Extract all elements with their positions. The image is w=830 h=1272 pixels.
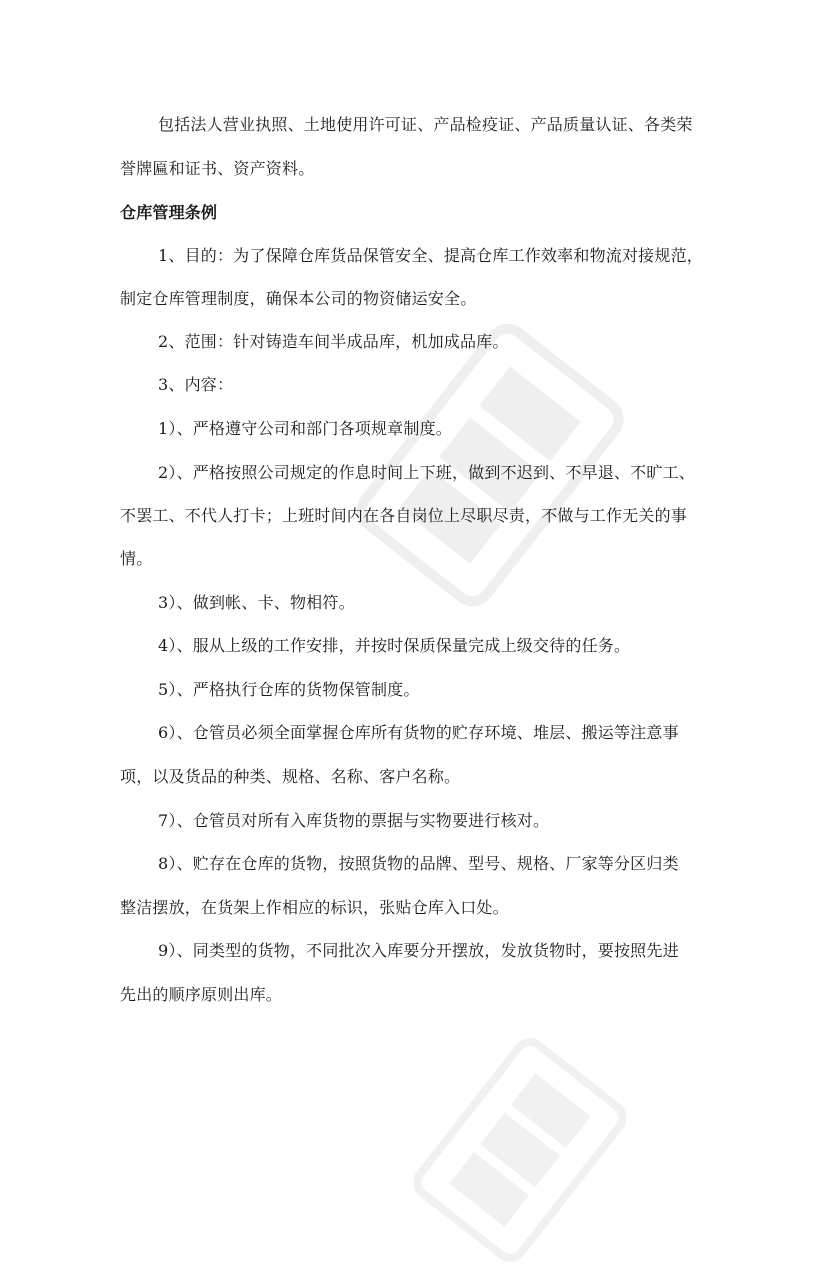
intro-line-2: 誉牌匾和证书、资产资料。 [120, 159, 315, 178]
item-2-line-2: 不罢工、不代人打卡；上班时间内在各自岗位上尽职尽责，不做与工作无关的事 [120, 506, 688, 525]
item-8-line-2: 整洁摆放，在货架上作相应的标识，张贴仓库入口处。 [120, 898, 509, 917]
item-6-line-2: 项，以及货品的种类、规格、名称、客户名称。 [120, 767, 461, 786]
item-9-line-2: 先出的顺序原则出库。 [120, 985, 283, 1004]
intro-line-1: 包括法人营业执照、土地使用许可证、产品检疫证、产品质量认证、各类荣 [158, 115, 693, 134]
item-4: 4）、服从上级的工作安排，并按时保质保量完成上级交待的任务。 [158, 636, 631, 655]
item-9-line-1: 9）、同类型的货物，不同批次入库要分开摆放，发放货物时，要按照先进 [158, 941, 679, 960]
item-7: 7）、仓管员对所有入库货物的票据与实物要进行核对。 [158, 811, 550, 830]
item-6-line-1: 6）、仓管员必须全面掌握仓库所有货物的贮存环境、堆层、搬运等注意事 [158, 723, 679, 742]
item-3: 3）、做到帐、卡、物相符。 [158, 593, 355, 612]
item-2-line-3: 情。 [120, 549, 153, 568]
item-8-line-1: 8）、贮存在仓库的货物，按照货物的品牌、型号、规格、厂家等分区归类 [158, 854, 679, 873]
item-5: 5）、严格执行仓库的货物保管制度。 [158, 680, 420, 699]
scope-line: 2、范围：针对铸造车间半成品库，机加成品库。 [158, 332, 509, 351]
content-label: 3、内容： [158, 375, 234, 394]
purpose-line-2: 制定仓库管理制度，确保本公司的物资储运安全。 [120, 289, 477, 308]
section-heading: 仓库管理条例 [120, 203, 218, 222]
purpose-line-1: 1、目的：为了保障仓库货品保管安全、提高仓库工作效率和物流对接规范， [158, 246, 703, 265]
watermark-logo-bottom [403, 1028, 636, 1272]
item-1: 1）、严格遵守公司和部门各项规章制度。 [158, 419, 452, 438]
item-2-line-1: 2）、严格按照公司规定的作息时间上下班，做到不迟到、不早退、不旷工、 [158, 463, 695, 482]
